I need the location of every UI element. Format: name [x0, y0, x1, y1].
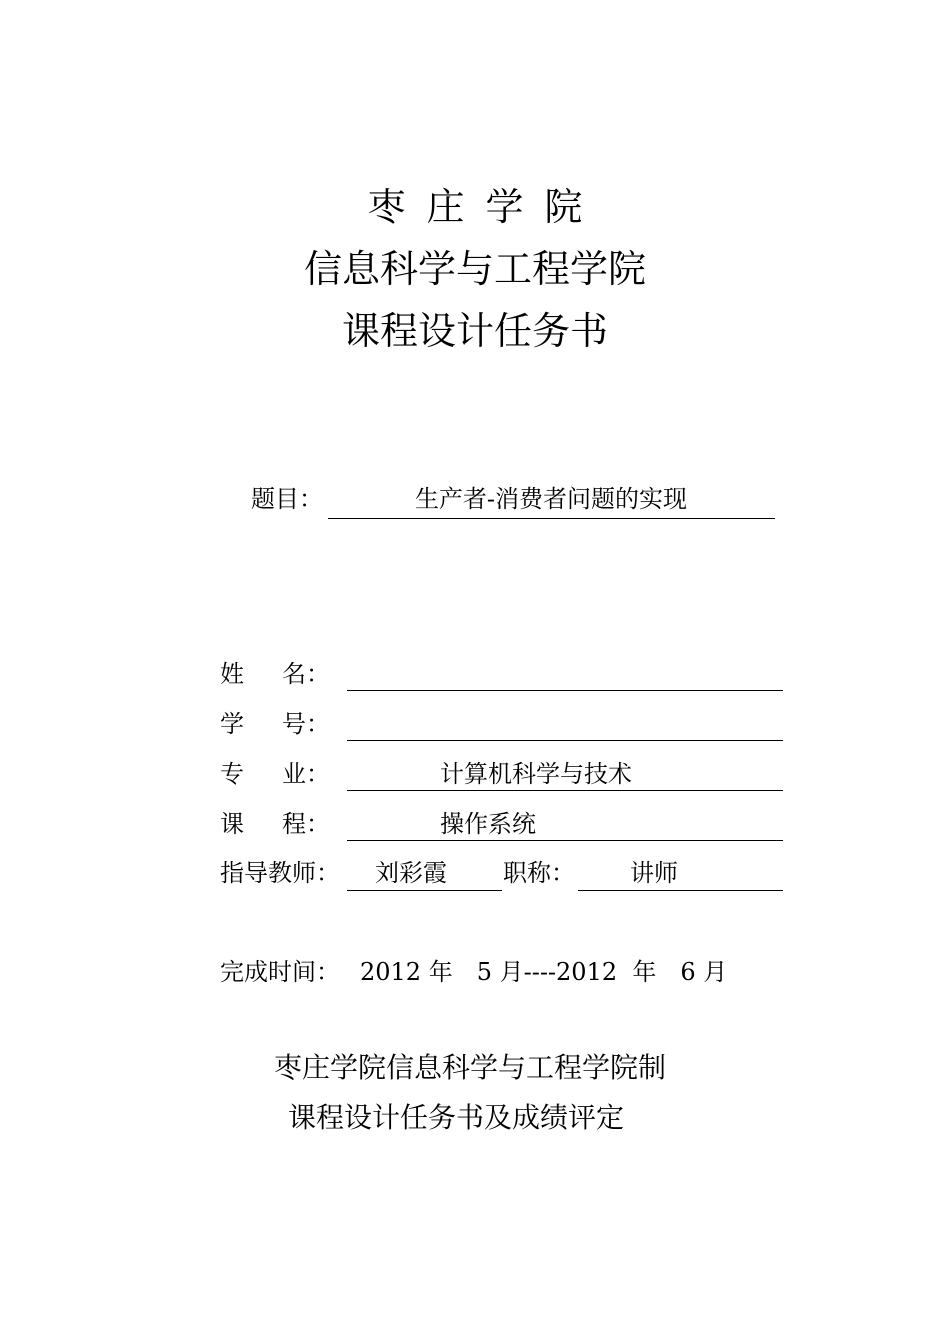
name-label	[220, 659, 330, 689]
major-underline	[347, 790, 783, 791]
student-id-label-b: 号：	[282, 710, 330, 738]
rank-underline	[578, 890, 783, 891]
major-label-b: 业：	[282, 760, 330, 788]
student-id-label	[220, 709, 330, 739]
advisor-label: 指导教师：	[220, 859, 340, 887]
footer-line-2: 课程设计任务书及成绩评定	[288, 1101, 625, 1134]
student-id-label-a: 学	[220, 710, 244, 738]
course-label	[220, 809, 330, 839]
advisor-underline	[347, 890, 502, 891]
topic-label: 题目：	[251, 485, 323, 513]
title-university: 枣庄学院	[367, 185, 604, 229]
footer-line-1: 枣庄学院信息科学与工程学院制	[274, 1051, 667, 1084]
major-label-a: 专	[220, 760, 244, 788]
course-underline	[347, 840, 783, 841]
title-document: 课程设计任务书	[341, 309, 608, 353]
advisor-value: 刘彩霞	[375, 859, 447, 887]
rank-label: 职称：	[503, 859, 575, 887]
topic-underline	[328, 518, 775, 519]
title-college: 信息科学与工程学院	[303, 247, 646, 291]
course-value: 操作系统	[440, 810, 536, 838]
name-label-b: 名：	[282, 660, 330, 688]
course-label-b: 程：	[282, 810, 330, 838]
major-label	[220, 759, 330, 789]
completion-label: 完成时间：	[220, 958, 340, 986]
name-underline	[347, 690, 783, 691]
topic-value: 生产者-消费者问题的实现	[414, 485, 688, 513]
name-label-a: 姓	[220, 660, 244, 688]
major-value: 计算机科学与技术	[440, 760, 632, 788]
course-label-a: 课	[220, 810, 244, 838]
completion-value: 2012 年 5 月----2012 年 6 月	[360, 958, 728, 986]
student-id-underline	[347, 740, 783, 741]
rank-value: 讲师	[630, 859, 678, 887]
